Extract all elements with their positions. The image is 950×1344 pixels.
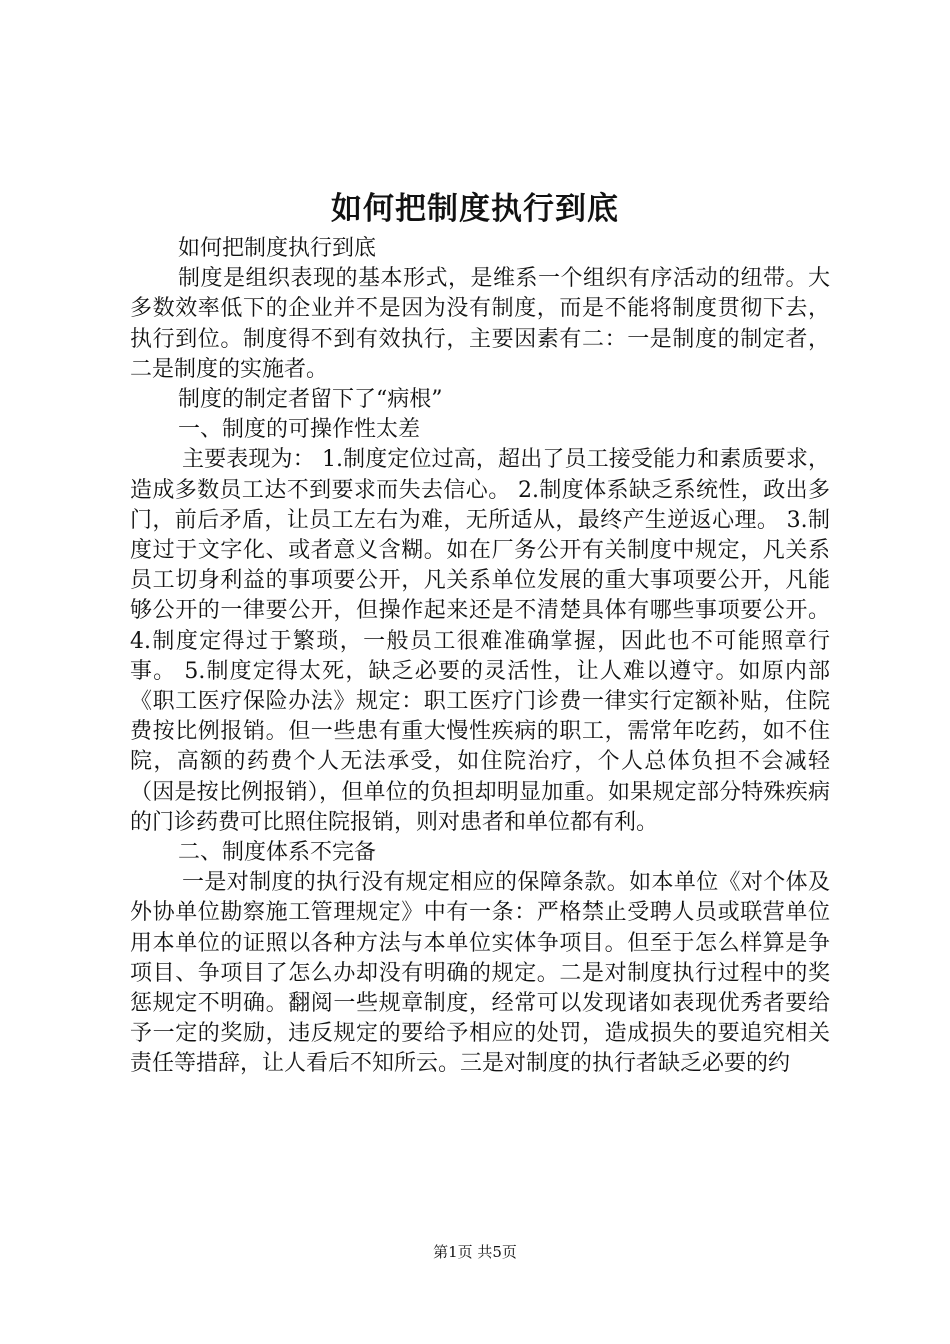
paragraph-heading-root-cause: 制度的制定者留下了“病根” [178,387,443,413]
document-body [130,234,830,1080]
section-heading-operability: 一、制度的可操作性太差 [178,417,421,443]
paragraph-operability-details: 主要表现为： 1.制度定位过高，超出了员工接受能力和素质要求，造成多数员工达不到要求而失去信心。 2.制度体系缺乏系统性，政出多门，前后矛盾，让员工左右为难，无所适从，最终产生逆返心理。 3.制度过于文字化、或者意义含糊。如在厂务公开有关制度中规定，凡关系员工切身利益的事项要公开，凡关系单位发展的重大事项要公开，凡能够公开的一律要公开，但操作起来还是不清楚具体有哪些事项要公开。 4.制度定得过于繁琐，一般员工很难准确掌握，因此也不可能照章行事。 5.制度定得太死，缺乏必要的灵活性，让人难以遵守。如原内部《职工医疗保险办法》规定：职工医疗门诊费一律实行定额补贴，住院费按比例报销。但一些患有重大慢性疾病的职工，需常年吃药，如不住院，高额的药费个人无法承受，如住院治疗，个人总体负担不会减轻（因是按比例报销），但单位的负担却明显加重。如果规定部分特殊疾病的门诊药费可比照住院报销，则对患者和单位都有利。 [130,447,830,835]
paragraph-incomplete-system-details: 一是对制度的执行没有规定相应的保障条款。如本单位《对个体及外协单位勘察施工管理规定》中有一条：严格禁止受聘人员或联营单位用本单位的证照以各种方法与本单位实体争项目。但至于怎么样算是争项目、争项目了怎么办却没有明确的规定。二是对制度执行过程中的奖惩规定不明确。翻阅一些规章制度，经常可以发现诸如表现优秀者要给予一定的奖励，违反规定的要给予相应的处罚，造成损失的要追究相关责任等措辞，让人看后不知所云。三是对制度的执行者缺乏必要的约 [130,870,830,1077]
document-title: 如何把制度执行到底 [331,191,619,227]
page-footer: 第1页 共5页 [433,1243,517,1261]
section-heading-incomplete-system: 二、制度体系不完备 [178,840,377,866]
paragraph-subtitle: 如何把制度执行到底 [178,236,377,261]
paragraph-intro: 制度是组织表现的基本形式，是维系一个组织有序活动的纽带。大多数效率低下的企业并不是因为没有制度，而是不能将制度贯彻下去，执行到位。制度得不到有效执行，主要因素有二：一是制度的制定者，二是制度的实施者。 [130,266,830,382]
